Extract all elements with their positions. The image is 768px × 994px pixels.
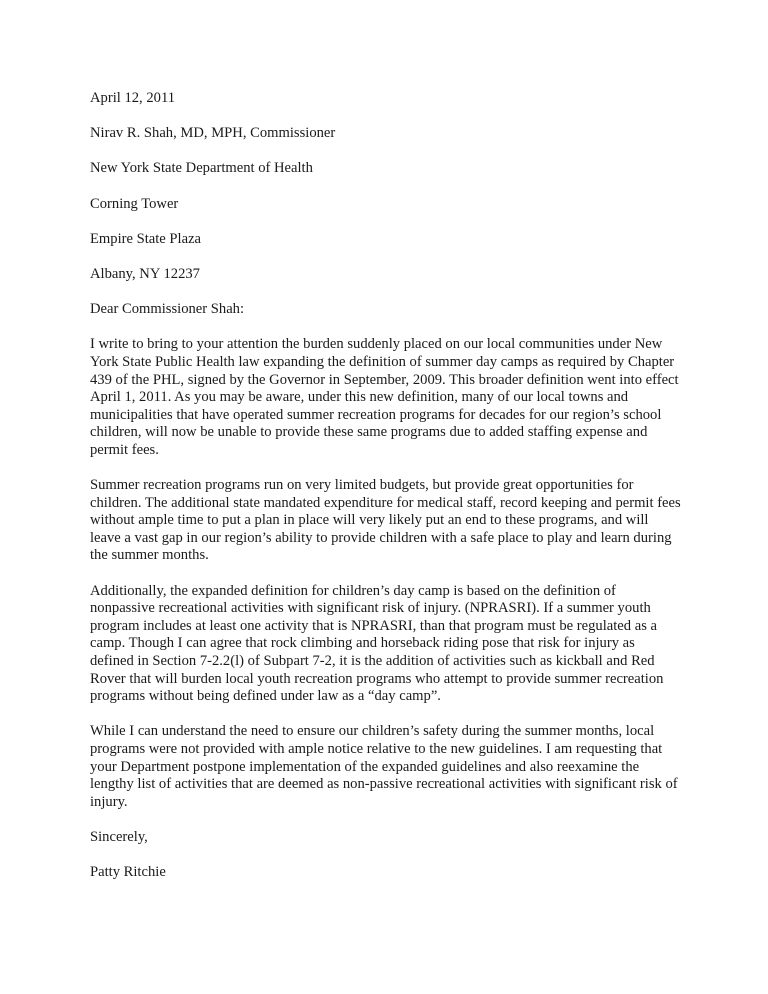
recipient-organization: New York State Department of Health <box>90 160 313 177</box>
salutation: Dear Commissioner Shah: <box>90 301 245 318</box>
recipient-city: Albany, NY 12237 <box>90 265 200 282</box>
body-paragraph-1: I write to bring to your attention the burden suddenly placed on our local communities under New York State Public Health law expanding the definition of summer day camps as required by Chapter 439 of the PHL, signed by the Governor in September, 2009. This broader definition went into effect April 1, 2011. As you may be aware, under this new definition, many of our local towns and municipalities that have operated summer recreation programs for decades for our region’s school children, will now be unable to provide these same programs due to added staffing expense and permit fees. <box>90 336 679 458</box>
body-paragraph-3: Additionally, the expanded definition for children’s day camp is based on the definition of nonpassive recreational activities with significant risk of injury. (NPRASRI). If a summer youth program includes at least one activity that is NPRASRI, than that program must be regulated as a camp. Though I can agree that rock climbing and horseback riding pose that risk for injury as defined in Section 7-2.2(l) of Subpart 7-2, it is the addition of activities such as kickball and Red Rover that will burden local youth recreation programs who attempt to provide summer recreation programs without being defined under law as a “day camp”. <box>90 582 664 705</box>
signature-name: Patty Ritchie <box>90 864 166 881</box>
body-paragraph-4: While I can understand the need to ensure our children’s safety during the summer months, local programs were not provided with ample notice relative to the new guidelines. I am requesting that your Department postpone implementation of the expanded guidelines and also reexamine the lengthy list of activities that are deemed as non-passive recreational activities with significant risk of injury. <box>90 723 678 810</box>
body-paragraph-2: Summer recreation programs run on very limited budgets, but provide great opportunities for children. The additional state mandated expenditure for medical staff, record keeping and permit fees without ample time to put a plan in place will very likely put an end to these programs, and will leave a vast gap in our region’s ability to provide children with a safe place to play and learn during the summer months. <box>90 477 681 564</box>
recipient-building: Corning Tower <box>90 195 179 212</box>
recipient-plaza: Empire State Plaza <box>90 230 202 247</box>
letter-date: April 12, 2011 <box>90 90 175 106</box>
closing: Sincerely, <box>90 828 148 845</box>
letter-body <box>90 90 682 899</box>
recipient-name: Nirav R. Shah, MD, MPH, Commissioner <box>90 125 336 142</box>
